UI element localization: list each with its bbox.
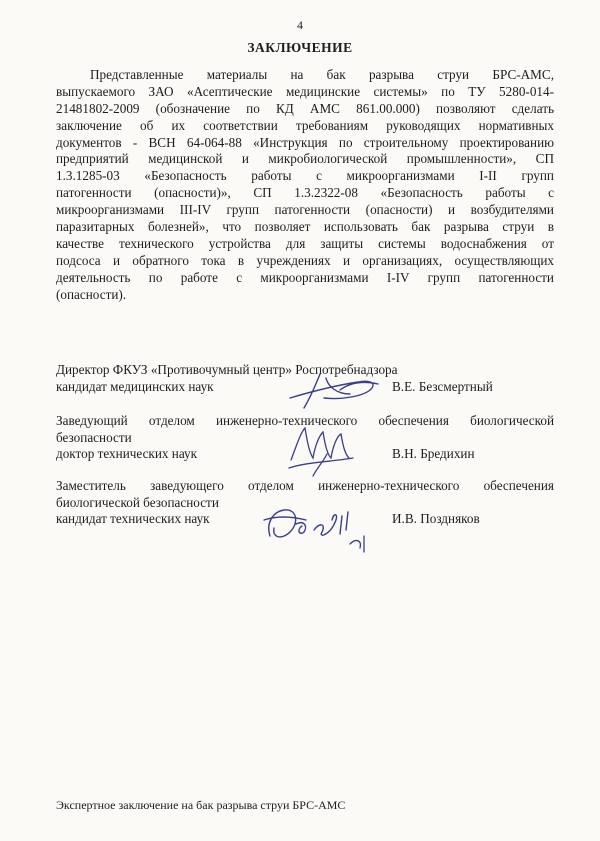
body-line: (опасности).	[56, 286, 127, 302]
signatory-degree: кандидат медицинских наук	[56, 378, 214, 394]
signatory-name: В.Е. Безсмертный	[392, 378, 493, 394]
body-line: патогенности (опасности)», СП 1.3.2322-08 «Безопасность работы с	[56, 185, 554, 201]
signatory-head-of-department	[56, 413, 554, 463]
body-line: предприятий медицинской и микробиологической промышленности», СП	[56, 151, 554, 167]
body-line: 1.3.1285-03 «Безопасность работы с микроорганизмами I-II групп	[56, 168, 554, 184]
body-line: выпускаемого ЗАО «Асептические медицинские системы» по ТУ 5280-014-	[56, 83, 554, 99]
body-line: подсоса и обратного тока в учреждениях и организациях, осуществляющих	[56, 252, 554, 268]
signatory-degree-row	[56, 379, 554, 396]
document-title: ЗАКЛЮЧЕНИЕ	[247, 40, 353, 55]
signatory-deputy-head	[56, 478, 554, 528]
signatory-director	[56, 362, 554, 395]
conclusion-body	[56, 67, 554, 303]
body-line: микроорганизмами III-IV групп патогенности (опасности) и возбудителями	[56, 202, 554, 218]
signatory-position: безопасности	[56, 429, 132, 445]
signatory-position: Заместитель заведующего отделом инженерно-технического обеспечения	[56, 478, 554, 493]
signatory-position: Директор ФКУЗ «Противочумный центр» Роспотребнадзора	[56, 362, 398, 377]
signatory-degree-row	[56, 511, 554, 528]
signatory-degree: доктор технических наук	[56, 446, 198, 461]
signatory-name: В.Н. Бредихин	[392, 446, 475, 461]
signatory-name: И.В. Поздняков	[392, 511, 480, 526]
body-line: заключение об их соответствии требованиям руководящих нормативных	[56, 117, 554, 133]
signatory-position: Заведующий отделом инженерно-технического обеспечения биологической	[56, 413, 554, 428]
signatory-degree: кандидат технических наук	[56, 511, 210, 526]
body-line: деятельность по работе с микроорганизмами I-IV групп патогенности	[56, 269, 554, 285]
signatory-degree-row	[56, 446, 554, 463]
signatory-position: биологической безопасности	[56, 494, 219, 510]
body-line: качестве технического устройства для защиты системы водоснабжения от	[56, 235, 554, 251]
body-line: Представленные материалы на бак разрыва струи БРС-АМС,	[90, 67, 554, 82]
body-line: документов - ВСН 64-064-88 «Инструкция по строительному проектированию	[56, 134, 554, 150]
body-line: 21481802-2009 (обозначение по КД АМС 861.00.000) позволяют сделать	[56, 100, 554, 116]
document-footer: Экспертное заключение на бак разрыва струи БРС-АМС	[56, 798, 346, 812]
page-number: 4	[297, 18, 303, 32]
body-line: паразитарных болезней», что позволяет использовать бак разрыва струи в	[56, 219, 554, 235]
